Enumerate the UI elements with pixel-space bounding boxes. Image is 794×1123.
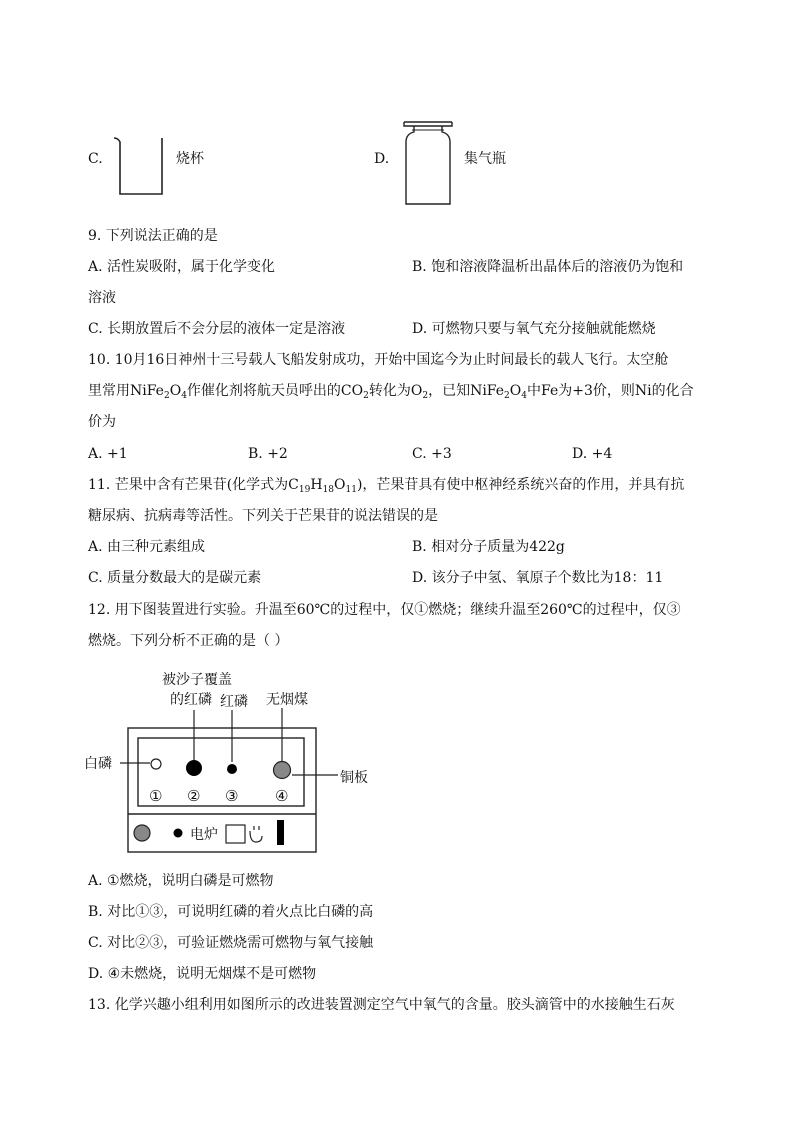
q12-option-d: D. ④未燃烧，说明无烟煤不是可燃物: [88, 966, 317, 982]
q11-option-d: D. 该分子中氢、氧原子个数比为18：11: [412, 570, 664, 586]
q9-option-d: D. 可燃物只要与氧气充分接触就能燃烧: [412, 321, 656, 337]
q10-option-c: C. +3: [412, 446, 452, 462]
stove-knob: [134, 825, 150, 841]
label-copper-plate: 铜板: [340, 770, 368, 786]
q10-stem-line2: 里常用$NiFe_2O_4$作催化剂将航天员呼出的$CO_2$转化为$O_2$，已知$NiFe_2O_4$中Fe为+3价，则Ni的化合: [88, 383, 694, 401]
q9-stem: 9. 下列说法正确的是: [88, 228, 218, 244]
smokeless-coal-sample: [274, 762, 291, 779]
label-smokeless-coal: 无烟煤: [266, 692, 308, 708]
q9-option-b: B. 饱和溶液降温析出晶体后的溶液仍为饱和: [412, 259, 684, 275]
combustion-experiment-diagram: [84, 664, 390, 858]
q10-option-a: A. +1: [88, 446, 128, 462]
sample-number-3: ③: [225, 787, 239, 805]
white-phosphorus-sample: [151, 759, 161, 769]
q8-option-c-letter: C.: [88, 151, 103, 167]
q11-stem-line2: 糖尿病、抗病毒等活性。下列关于芒果苷的说法错误的是: [88, 508, 438, 524]
q8-option-d-letter: D.: [374, 151, 390, 167]
stove-indicator-dot: [174, 829, 183, 838]
q9-option-c: C. 长期放置后不会分层的液体一定是溶液: [88, 321, 346, 337]
q11-option-a: A. 由三种元素组成: [88, 539, 206, 555]
label-sand-covered-line1: 被沙子覆盖: [162, 672, 232, 688]
sample-number-1: ①: [149, 787, 163, 805]
q12-stem-line1: 12. 用下图装置进行实验。升温至60℃的过程中，仅①燃烧；继续升温至260℃的过程中，仅③: [88, 602, 681, 618]
q12-option-b: B. 对比①③，可说明红磷的着火点比白磷的高: [88, 904, 374, 920]
q12-stem-line2: 燃烧。下列分析不正确的是（ ）: [88, 633, 289, 649]
q10-stem-line1: 10. 10月16日神州十三号载人飞船发射成功，开始中国迄今为止时间最长的载人飞行。太空舱: [88, 352, 669, 368]
stove-plug-icon: [250, 826, 262, 842]
label-red-phosphorus: 红磷: [220, 694, 248, 710]
stove-switch-box: [226, 825, 245, 843]
q10-stem-line3: 价为: [88, 414, 116, 430]
q13-stem-line1: 13. 化学兴趣小组利用如图所示的改进装置测定空气中氧气的含量。胶头滴管中的水接触生石灰: [88, 997, 675, 1013]
q11-option-b: B. 相对分子质量为422g: [412, 539, 565, 555]
q10-option-d: D. +4: [572, 446, 613, 462]
gas-collecting-bottle-icon: [400, 116, 456, 208]
q11-option-c: C. 质量分数最大的是碳元素: [88, 570, 262, 586]
sand-covered-red-phosphorus-sample: [186, 760, 202, 776]
stove-bar: [277, 820, 284, 845]
q10-option-b: B. +2: [248, 446, 288, 462]
q12-option-c: C. 对比②③，可验证燃烧需可燃物与氧气接触: [88, 935, 374, 951]
label-sand-covered-line2: 的红磷: [170, 692, 212, 708]
q12-option-a: A. ①燃烧，说明白磷是可燃物: [88, 873, 274, 889]
sample-number-4: ④: [275, 787, 289, 805]
sample-number-2: ②: [187, 787, 201, 805]
q9-option-a: A. 活性炭吸附，属于化学变化: [88, 259, 276, 275]
q9-option-b-continued: 溶液: [88, 290, 116, 306]
q8-option-c-label: 烧杯: [176, 151, 204, 167]
red-phosphorus-sample: [227, 764, 237, 774]
beaker-icon: [112, 134, 172, 198]
q11-stem-line1: 11. 芒果中含有芒果苷(化学式为$C_{19}H_{18}O_{11}$)，芒果苷具有使中枢神经系统兴奋的作用，并具有抗: [88, 477, 685, 495]
label-white-phosphorus: 白磷: [84, 756, 112, 772]
label-electric-stove: 电炉: [190, 827, 218, 843]
q8-option-d-label: 集气瓶: [464, 151, 506, 167]
